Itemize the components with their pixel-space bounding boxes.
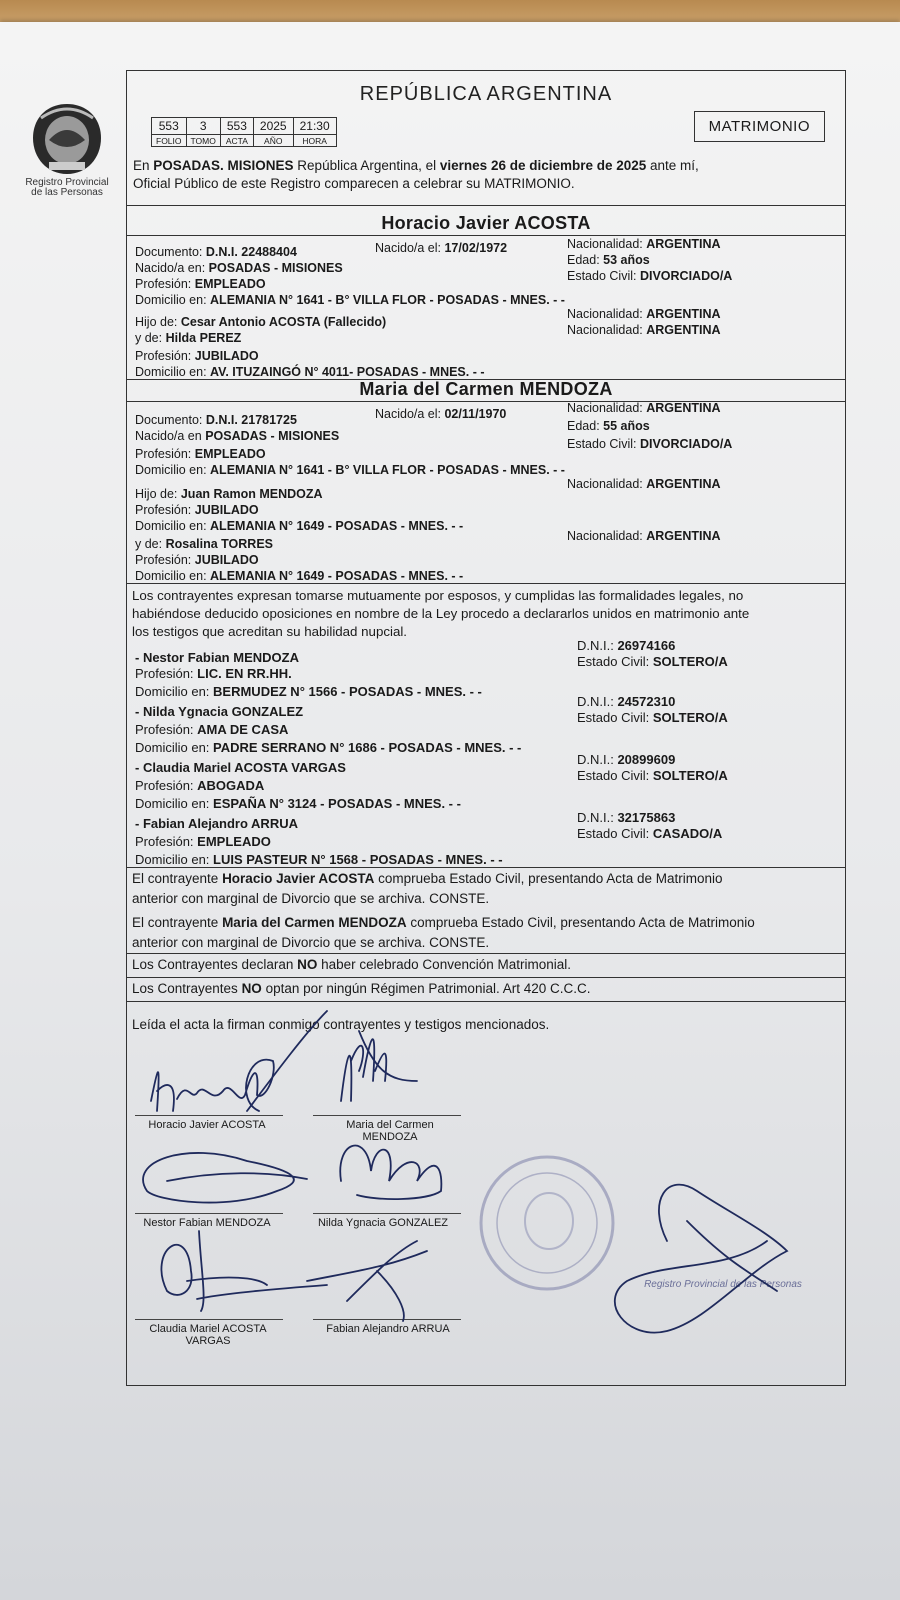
signature-line <box>313 1213 461 1214</box>
divider <box>127 1001 845 1002</box>
value: Maria del Carmen MENDOZA <box>222 915 407 930</box>
value: EMPLEADO <box>197 834 271 849</box>
spouse1-mother-nationality <box>567 323 721 337</box>
label: Profesión: <box>135 349 195 363</box>
spouse1-document <box>135 245 297 259</box>
spouse2-nationality <box>567 401 721 415</box>
hour-value: 21:30 <box>293 118 336 135</box>
value: D.N.I. 22488404 <box>205 245 297 259</box>
witness-1-civil-status <box>577 655 728 669</box>
signature-witness2-icon <box>340 1146 441 1200</box>
label: Profesión: <box>135 778 198 793</box>
spouse2-age <box>567 419 650 433</box>
value: SOLTERO/A <box>652 768 728 783</box>
label: Estado Civil: <box>577 826 653 841</box>
text: Los Contrayentes <box>132 981 242 996</box>
value: EMPLEADO <box>194 277 266 291</box>
spouse2-father <box>135 487 323 501</box>
value: PADRE SERRANO N° 1686 - POSADAS - MNES. - - <box>213 740 522 755</box>
text: haber celebrado Convención Matrimonial. <box>317 957 571 972</box>
witness-2-profession <box>135 723 288 737</box>
label: Nacionalidad: <box>567 477 647 491</box>
text: anterior con marginal de Divorcio que se archiva. CONSTE. <box>132 935 490 950</box>
text: El contrayente <box>132 871 223 886</box>
signature-label-spouse1: Horacio Javier ACOSTA <box>148 1119 266 1131</box>
marriage-act-form <box>126 70 846 1386</box>
divider <box>127 953 845 954</box>
signature-spouse1-icon <box>151 1060 274 1111</box>
act-type-box: MATRIMONIO <box>694 111 825 142</box>
witness-2-civil-status <box>577 711 728 725</box>
value: CASADO/A <box>652 826 723 841</box>
label: Domicilio en: <box>135 684 214 699</box>
label: Nacido/a el: <box>375 241 445 255</box>
value: NO <box>297 957 318 972</box>
witness-1-profession <box>135 667 292 681</box>
value: ARGENTINA <box>646 237 721 251</box>
signature-witness4-icon <box>307 1241 427 1321</box>
value: EMPLEADO <box>194 447 266 461</box>
tomo-label: TOMO <box>186 135 220 147</box>
regime-declaration <box>132 955 840 975</box>
value: D.N.I. 21781725 <box>205 413 297 427</box>
label: Estado Civil: <box>567 269 640 283</box>
text: optan por ningún Régimen Patrimonial. Art 420 C.C.C. <box>261 981 591 996</box>
signature-label-witness1: Nestor Fabian MENDOZA <box>143 1217 271 1229</box>
spouse1-profession <box>135 277 266 291</box>
value: SOLTERO/A <box>652 654 728 669</box>
provincial-seal-icon <box>27 100 107 178</box>
signature-official-icon <box>615 1185 787 1333</box>
spouse2-civil-status <box>567 437 732 451</box>
label: Domicilio en: <box>135 740 214 755</box>
witness-1-address <box>135 685 482 699</box>
label: Nacido/a el: <box>375 407 445 421</box>
folio-value: 553 <box>152 118 187 135</box>
hour-label: HORA <box>293 135 336 147</box>
spouse2-birthdate <box>375 407 506 421</box>
spouse1-father-nationality <box>567 307 721 321</box>
label: Nacionalidad: <box>567 323 647 337</box>
document-page <box>0 22 900 1600</box>
label: y de: <box>135 331 166 345</box>
witness-3-name <box>135 761 346 775</box>
text: anterior con marginal de Divorcio que se archiva. CONSTE. <box>132 891 490 906</box>
label: y de: <box>135 537 166 551</box>
country-title: REPÚBLICA ARGENTINA <box>359 83 613 105</box>
spouse1-age <box>567 253 650 267</box>
value: LIC. EN RR.HH. <box>197 666 292 681</box>
text: comprueba Estado Civil, presentando Acta de Matrimonio <box>374 871 723 886</box>
label: D.N.I.: <box>577 752 618 767</box>
label: Domicilio en: <box>135 463 211 477</box>
witness-2-address <box>135 741 521 755</box>
value: - Fabian Alejandro ARRUA <box>135 816 298 831</box>
label: Nacionalidad: <box>567 529 647 543</box>
intro-text: ante mí, <box>646 158 699 173</box>
value: 24572310 <box>617 694 676 709</box>
spouse2-father-profession <box>135 503 259 517</box>
value: JUBILADO <box>194 503 259 517</box>
value: 55 años <box>603 419 650 433</box>
divider <box>127 867 845 868</box>
text: Los Contrayentes declaran <box>132 957 298 972</box>
spouse2-name: Maria del Carmen MENDOZA <box>359 379 613 399</box>
spouse2-mother-address <box>135 569 463 583</box>
label: Hijo de: <box>135 487 181 501</box>
label: Domicilio en: <box>135 293 211 307</box>
value: LUIS PASTEUR N° 1568 - POSADAS - MNES. - - <box>213 852 503 867</box>
value: JUBILADO <box>194 553 259 567</box>
witness-3-profession <box>135 779 264 793</box>
spouse2-mother-nationality <box>567 529 721 543</box>
tomo-value: 3 <box>186 118 220 135</box>
value: DIVORCIADO/A <box>639 437 733 451</box>
signature-spouse2-icon <box>341 1039 386 1101</box>
value: Cesar Antonio ACOSTA (Fallecido) <box>180 315 387 329</box>
spouse2-mother-profession <box>135 553 259 567</box>
spouse1-mother <box>135 331 241 345</box>
value: NO <box>241 981 262 996</box>
value: 26974166 <box>617 638 676 653</box>
spouse2-mother <box>135 537 273 551</box>
label: Nacionalidad: <box>567 307 647 321</box>
label: Nacido/a en <box>135 429 206 443</box>
value: ABOGADA <box>197 778 265 793</box>
label: Domicilio en: <box>135 519 211 533</box>
label: Nacido/a en: <box>135 261 209 275</box>
registry-office-line2: de las Personas <box>31 187 103 198</box>
value: 32175863 <box>617 810 676 825</box>
spouse2-father-address <box>135 519 463 533</box>
spouse2-document <box>135 413 297 427</box>
label: Estado Civil: <box>577 768 653 783</box>
registry-office-line1: Registro Provincial <box>25 177 109 188</box>
label: Profesión: <box>135 722 198 737</box>
value: ALEMANIA N° 1641 - B° VILLA FLOR - POSADAS - MNES. - - <box>210 293 565 307</box>
value: ARGENTINA <box>646 477 721 491</box>
spouse1-mother-address <box>135 365 485 379</box>
regime-option <box>132 979 840 999</box>
spouse1-civil-status <box>567 269 732 283</box>
label: Profesión: <box>135 666 198 681</box>
value: 17/02/1972 <box>444 241 508 255</box>
year-value: 2025 <box>253 118 293 135</box>
divider <box>127 977 845 978</box>
value: ARGENTINA <box>646 323 721 337</box>
spouse1-nationality <box>567 237 721 251</box>
value: ARGENTINA <box>646 401 721 415</box>
witness-1-name <box>135 651 299 665</box>
signature-label-witness4: Fabian Alejandro ARRUA <box>326 1323 450 1335</box>
witness-2-name <box>135 705 303 719</box>
spouse1-birthdate <box>375 241 507 255</box>
witness-1-dni <box>577 639 675 653</box>
spouse1-mother-profession <box>135 349 259 363</box>
divider <box>127 401 845 402</box>
signature-line <box>135 1213 283 1214</box>
intro-text: Oficial Público de este Registro comparecen a celebrar su MATRIMONIO. <box>133 176 575 191</box>
value: POSADAS - MISIONES <box>205 429 340 443</box>
intro-date: viernes 26 de diciembre de 2025 <box>439 158 647 173</box>
folio-label: FOLIO <box>152 135 187 147</box>
witness-4-dni <box>577 811 675 825</box>
spouse2-birthplace <box>135 429 339 443</box>
label: Domicilio en: <box>135 365 211 379</box>
value: Rosalina TORRES <box>165 537 274 551</box>
intro-place: POSADAS. MISIONES <box>153 158 294 173</box>
signature-line <box>313 1115 461 1116</box>
registry-seal <box>22 100 112 198</box>
signature-witness1-icon <box>143 1153 307 1203</box>
divider <box>127 205 845 206</box>
intro-text: República Argentina, el <box>293 158 440 173</box>
text: El contrayente <box>132 915 223 930</box>
value: POSADAS - MISIONES <box>208 261 343 275</box>
value: BERMUDEZ N° 1566 - POSADAS - MNES. - - <box>213 684 482 699</box>
label: Profesión: <box>135 447 195 461</box>
value: - Nilda Ygnacia GONZALEZ <box>135 704 304 719</box>
label: Hijo de: <box>135 315 181 329</box>
closing-statement: Leída el acta la firman conmigo contrayentes y testigos mencionados. <box>132 1017 550 1032</box>
label: Nacionalidad: <box>567 237 647 251</box>
text: comprueba Estado Civil, presentando Acta de Matrimonio <box>406 915 755 930</box>
label: Profesión: <box>135 277 195 291</box>
acta-value: 553 <box>220 118 253 135</box>
label: Profesión: <box>135 553 195 567</box>
signature-stroke-icon <box>359 1031 417 1081</box>
value: ARGENTINA <box>646 529 721 543</box>
signature-label-witness2: Nilda Ygnacia GONZALEZ <box>317 1217 449 1229</box>
label: Domicilio en: <box>135 796 214 811</box>
label: Domicilio en: <box>135 569 211 583</box>
act-reference-table <box>151 117 337 147</box>
label: Documento: <box>135 245 206 259</box>
value: DIVORCIADO/A <box>639 269 733 283</box>
intro-paragraph <box>133 157 839 193</box>
acta-label: ACTA <box>220 135 253 147</box>
spouse1-address <box>135 293 565 307</box>
value: ALEMANIA N° 1649 - POSADAS - MNES. - - <box>210 569 464 583</box>
value: Horacio Javier ACOSTA <box>222 871 375 886</box>
value: Juan Ramon MENDOZA <box>180 487 323 501</box>
value: ALEMANIA N° 1649 - POSADAS - MNES. - - <box>210 519 464 533</box>
declaration-line: Los contrayentes expresan tomarse mutuamente por esposos, y cumplidas las formalidades legales, no <box>132 588 744 603</box>
spouse2-father-nationality <box>567 477 721 491</box>
value: ALEMANIA N° 1641 - B° VILLA FLOR - POSADAS - MNES. - - <box>210 463 565 477</box>
value: ESPAÑA N° 3124 - POSADAS - MNES. - - <box>213 796 461 811</box>
year-label: AÑO <box>253 135 293 147</box>
signature-label-spouse2: Maria del Carmen MENDOZA <box>346 1119 434 1143</box>
official-stamp-text: Registro Provincial de las Personas <box>644 1279 802 1290</box>
spouse1-father <box>135 315 386 329</box>
label: D.N.I.: <box>577 694 618 709</box>
value: JUBILADO <box>194 349 259 363</box>
value: 20899609 <box>617 752 676 767</box>
label: Estado Civil: <box>567 437 640 451</box>
divider <box>127 235 845 236</box>
declaration-line: habiéndose deducido oposiciones en nombre de la Ley procedo a declararlos unidos en matrimonio ante <box>132 606 750 621</box>
signature-line <box>135 1115 283 1116</box>
value: Hilda PEREZ <box>165 331 242 345</box>
signature-witness3-icon <box>161 1231 327 1311</box>
witness-4-profession <box>135 835 271 849</box>
witness-3-civil-status <box>577 769 728 783</box>
divider <box>127 583 845 584</box>
label: Domicilio en: <box>135 852 214 867</box>
label: Profesión: <box>135 503 195 517</box>
spouse1-birthplace <box>135 261 343 275</box>
spouse2-address <box>135 463 565 477</box>
value: SOLTERO/A <box>652 710 728 725</box>
label: D.N.I.: <box>577 810 618 825</box>
label: Nacionalidad: <box>567 401 647 415</box>
spouse2-profession <box>135 447 266 461</box>
witness-2-dni <box>577 695 675 709</box>
witness-4-civil-status <box>577 827 722 841</box>
label: Estado Civil: <box>577 710 653 725</box>
label: Edad: <box>567 419 604 433</box>
label: Estado Civil: <box>577 654 653 669</box>
value: - Claudia Mariel ACOSTA VARGAS <box>135 760 346 775</box>
intro-text: En <box>133 158 154 173</box>
value: AV. ITUZAINGÓ N° 4011- POSADAS - MNES. - - <box>210 365 485 379</box>
label: D.N.I.: <box>577 638 618 653</box>
witness-4-name <box>135 817 298 831</box>
label: Profesión: <box>135 834 198 849</box>
label: Edad: <box>567 253 604 267</box>
declaration-line: los testigos que acreditan su habilidad nupcial. <box>132 624 407 639</box>
witness-3-address <box>135 797 461 811</box>
signature-line <box>135 1319 283 1320</box>
label: Documento: <box>135 413 206 427</box>
witness-4-address <box>135 853 503 867</box>
value: 53 años <box>603 253 650 267</box>
value: ARGENTINA <box>646 307 721 321</box>
signature-line <box>313 1319 461 1320</box>
value: 02/11/1970 <box>444 407 507 421</box>
value: AMA DE CASA <box>197 722 289 737</box>
signature-label-witness3: Claudia Mariel ACOSTA VARGAS <box>149 1323 267 1347</box>
value: - Nestor Fabian MENDOZA <box>135 650 299 665</box>
spouse1-name: Horacio Javier ACOSTA <box>381 213 591 233</box>
witness-3-dni <box>577 753 675 767</box>
civil-status-proof <box>132 869 840 953</box>
declaration-paragraph <box>132 587 840 641</box>
